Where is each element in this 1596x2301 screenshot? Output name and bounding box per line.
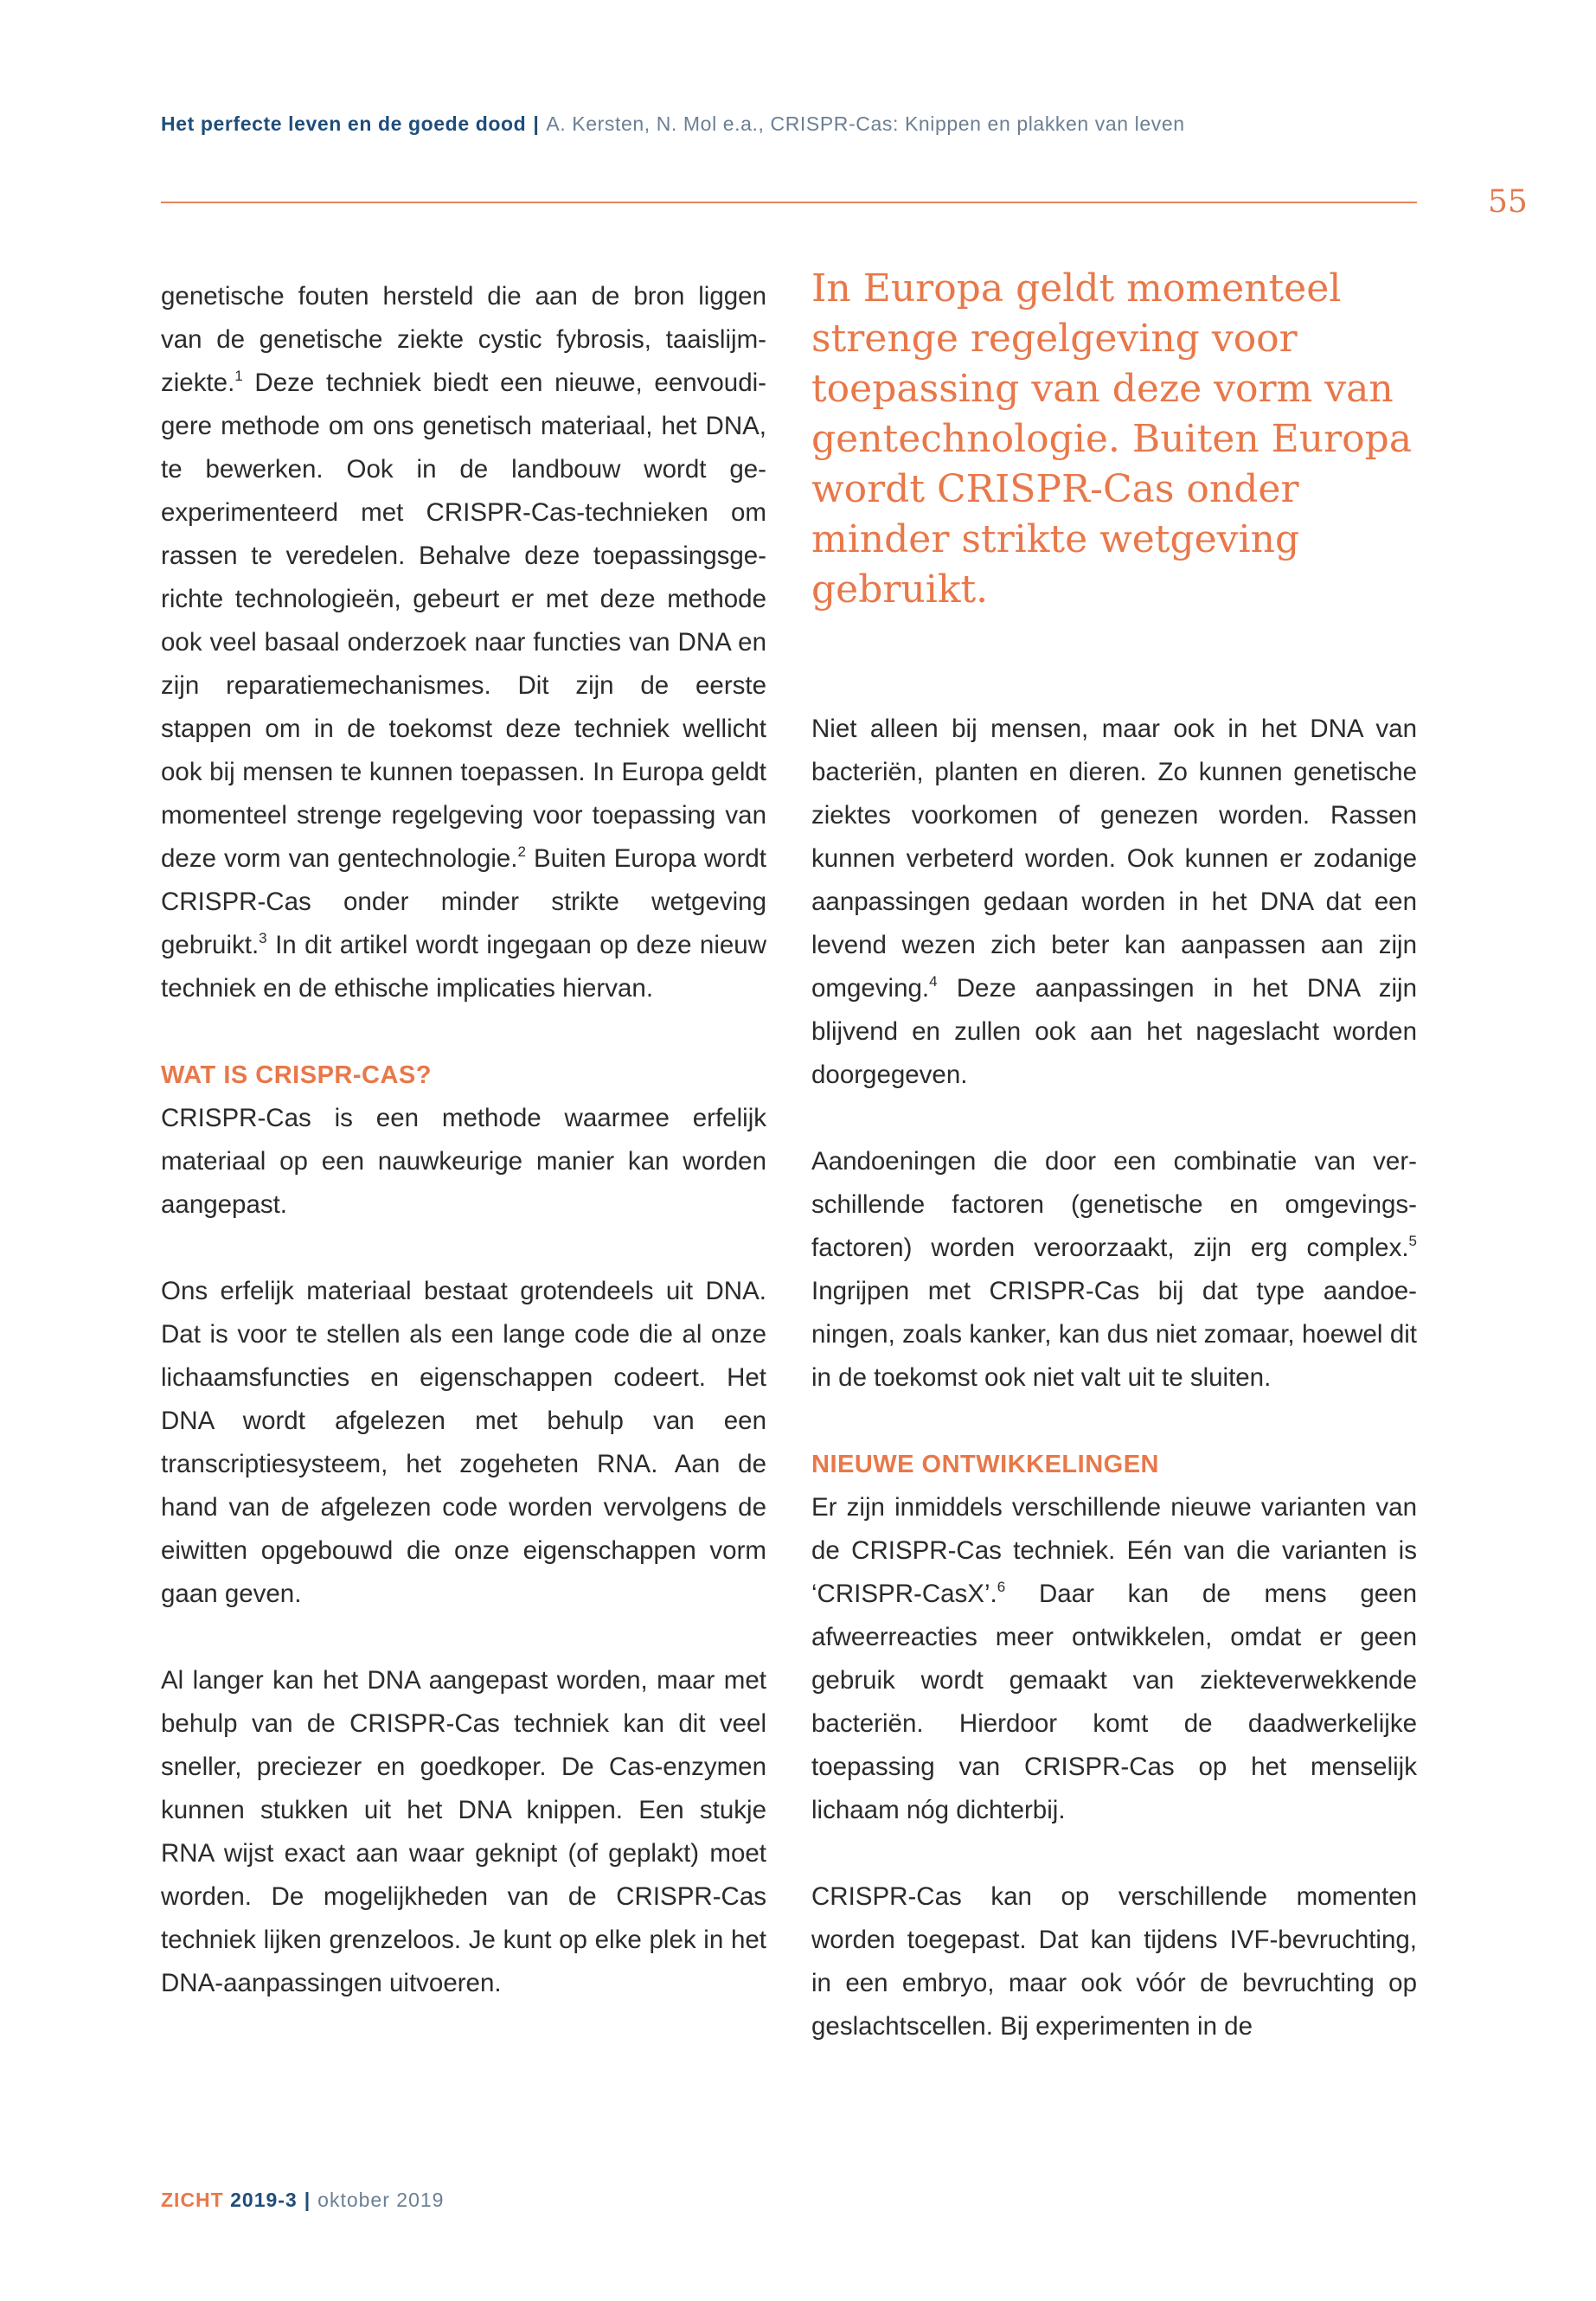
issue-date: oktober 2019 (317, 2189, 445, 2211)
text-run: Deze aanpassingen in het DNA zijn blijvend en zullen ook aan het nageslacht worden doorgegeven. (811, 974, 1417, 1089)
header-rule (161, 202, 1417, 203)
text-run: Ingrijpen met CRISPR-Cas bij dat type aandoeningen, zoals kanker, kan dus niet zomaar, hoewel dit in de toekomst ook niet valt uit te sluiten. (811, 1277, 1417, 1392)
footer-separator: | (304, 2189, 311, 2211)
text-run: genetische fouten hersteld die aan de bron liggen van de genetische ziekte cystic fybrosis, taaislijmziekte. (161, 282, 766, 397)
magazine-name: ZICHT (161, 2189, 224, 2211)
header-separator: | (533, 112, 540, 135)
paragraph (811, 1486, 1417, 1832)
journal-title: Het perfecte leven en de goede dood (161, 112, 527, 135)
text-run: In dit artikel wordt ingegaan op deze nieuw techniek en de ethische implicaties hiervan. (161, 931, 766, 1003)
issue-number: 2019-3 (230, 2189, 298, 2211)
paragraph: CRISPR-Cas is een methode waarmee erfelijk materiaal op een nauwkeurige manier kan worden aangepast. (161, 1104, 766, 1219)
running-header (161, 112, 1415, 136)
text-run: Daar kan de mens geen afweerreacties meer ontwikkelen, omdat er geen gebruik wordt gemaakt van ziekteverwekkende bacteriën. Hierdoor komt de daadwerkelijke toepassing van CRISPR-Cas op het menselijk lichaam nóg dichterbij. (811, 1580, 1417, 1824)
text-run: Aandoeningen die door een combinatie van verschillende factoren (genetische en omgevingsfactoren) worden veroorzaakt, zijn erg complex. (811, 1147, 1417, 1262)
text-run: Niet alleen bij mensen, maar ook in het DNA van bacteriën, planten en dieren. Zo kunnen genetische ziektes voorkomen of genezen worden. Rassen kunnen verbeterd worden. Ook kunnen er zodanige aanpassingen gedaan worden in het DNA dat een levend wezen zich beter kan aanpassen aan zijn omgeving. (811, 715, 1417, 1003)
footnote-ref-6: 6 (997, 1579, 1006, 1595)
footnote-ref-3: 3 (259, 930, 267, 946)
paragraph: Al langer kan het DNA aangepast worden, maar met behulp van de CRISPR-Cas techniek kan dit veel sneller, preciezer en goedkoper. De Cas-enzymen kunnen stukken uit het DNA knippen. Een stukje RNA wijst exact aan waar geknipt (of geplakt) moet worden. De mogelijkheden van de CRISPR-Cas techniek lijken grenzeloos. Je kunt op elke plek in het DNA-aanpassingen uitvoeren. (161, 1666, 766, 1997)
paragraph (811, 708, 1417, 1097)
page-number: 55 (1488, 184, 1528, 220)
pull-quote: In Europa geldt momenteel strenge regelgeving voor toepassing van deze vorm van gentechnologie. Buiten Europa wordt CRISPR-Cas onder minder strikte wetgeving gebruikt. (811, 266, 1413, 612)
paragraph: Ons erfelijk materiaal bestaat grotendeels uit DNA. Dat is voor te stellen als een lange code die al onze lichaamsfuncties en eigenschappen codeert. Het DNA wordt afgelezen met behulp van een transcriptiesysteem, het zogeheten RNA. Aan de hand van de afgelezen code worden vervolgens de eiwitten opgebouwd die onze eigenschappen vorm gaan geven. (161, 1277, 766, 1608)
left-column (161, 275, 766, 2005)
text-run: Buiten Europa wordt CRISPR-Cas onder minder strikte wetgeving gebruikt. (161, 844, 766, 959)
section-heading-nieuwe-ontwikkelingen: NIEUWE ONTWIKKELINGEN (811, 1451, 1159, 1478)
article-reference: A. Kersten, N. Mol e.a., CRISPR-Cas: Knippen en plakken van leven (546, 112, 1185, 135)
text-run: Er zijn inmiddels verschillende nieuwe varianten van de CRISPR-Cas techniek. Eén van die varianten is ‘CRISPR-CasX’. (811, 1493, 1417, 1608)
paragraph (811, 1140, 1417, 1400)
right-column (811, 708, 1417, 2092)
footnote-ref-4: 4 (929, 973, 938, 990)
text-run: Deze techniek biedt een nieuwe, eenvoudigere methode om ons genetisch materiaal, het DNA, te bewerken. Ook in de landbouw wordt geexperimenteerd met CRISPR-Cas-technieken om rassen te veredelen. Behalve deze toepassingsgerichte technologieën, gebeurt er met deze methode ook veel basaal onderzoek naar functies van DNA en zijn reparatiemechanismes. Dit zijn de eerste stappen om in de toekomst deze techniek wellicht ook bij mensen te kunnen toepassen. In Europa geldt momenteel strenge regelgeving voor toepassing van deze vorm van gentechnologie. (161, 369, 766, 873)
paragraph: CRISPR-Cas kan op verschillende momenten worden toegepast. Dat kan tijdens IVF-bevruchting, in een embryo, maar ook vóór de bevruchting op geslachtscellen. Bij experimenten in de (811, 1882, 1417, 2041)
running-footer (161, 2189, 444, 2212)
section-heading-wat-is-crispr-cas: WAT IS CRISPR-CAS? (161, 1061, 432, 1089)
footnote-ref-5: 5 (1408, 1233, 1417, 1249)
footnote-ref-1: 1 (234, 368, 243, 384)
footnote-ref-2: 2 (517, 843, 526, 860)
paragraph (161, 275, 766, 1010)
